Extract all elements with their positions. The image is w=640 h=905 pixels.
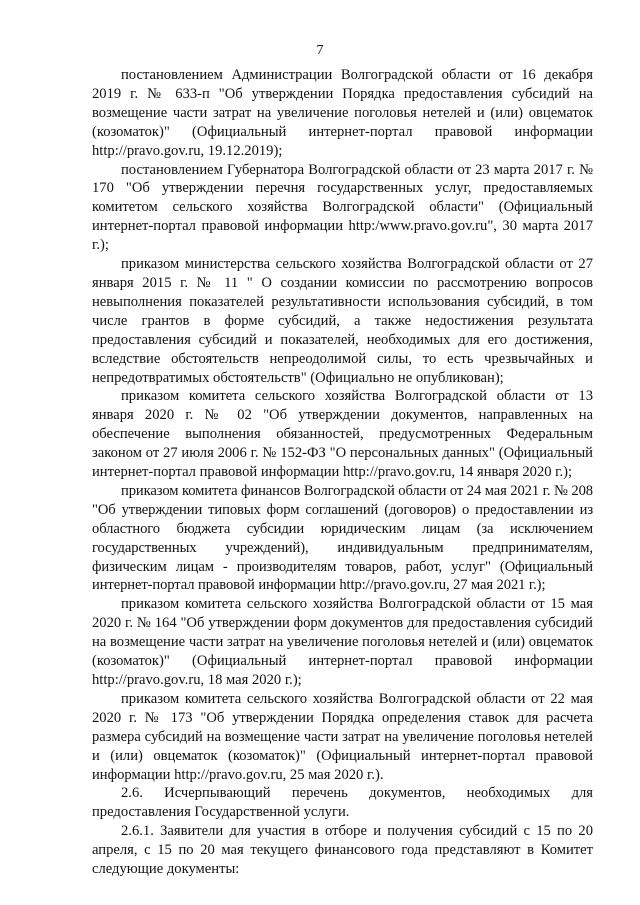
paragraph-section-2-6-1: 2.6.1. Заявители для участия в отборе и получения субсидий с 15 по 20 апреля, с 15 по 20 мая текущего финансового года представляют в Комитет следующие документы: — [92, 823, 593, 878]
paragraph-resolution-governor: постановлением Губернатора Волгоградской области от 23 марта 2017 г. № 170 "Об утверждении перечня государственных услуг, предоставляемых комитетом сельского хозяйства Волгоградской области" (Официальный интернет-портал правовой информации http:/www.pravo.gov.ru", 30 марта 2017 г.); — [92, 161, 593, 254]
paragraph-order-ministry-agriculture: приказом министерства сельского хозяйства Волгоградской области от 27 января 2015 г. № 11 " О создании комиссии по рассмотрению вопросов невыполнения показателей результативности использования субсидий, в том числе грантов в форме субсидий, а также недостижения результата предоставления субсидий и показателей, необходимых для его достижения, вследствие обстоятельств непреодолимой силы, то есть чрезвычайных и непредотвратимых обстоятельств" (Официально не опубликован); — [92, 256, 593, 386]
paragraph-order-committee-finance: приказом комитета финансов Волгоградской области от 24 мая 2021 г. № 208 "Об утверждении типовых форм соглашений (договоров) о предоставлении из областного бюджета субсидии юридическим лицам (за исключением государственных учреждений), индивидуальным предпринимателям, физическим лицам - производителям товаров, работ, услуг" (Официальный интернет-портал правовой информации http://pravo.gov.ru, 27 мая 2021 г.); — [92, 482, 593, 594]
paragraph-order-committee-rates: приказом комитета сельского хозяйства Волгоградской области от 22 мая 2020 г. № 173 "Об утверждении Порядка определения ставок для расчета размера субсидий на возмещение части затрат на увеличение поголовья нетелей и (или) овцематок (козоматок)" (Официальный интернет-портал правовой информации http://pravo.gov.ru, 25 мая 2020 г.). — [92, 690, 593, 783]
paragraph-order-committee-personal-data: приказом комитета сельского хозяйства Волгоградской области от 13 января 2020 г. № 02 "Об утверждении документов, направленных на обеспечение выполнения обязанностей, предусмотренных Федеральным законом от 27 июля 2006 г. № 152-ФЗ "О персональных данных" (Официальный интернет-портал правовой информации http://pravo.gov.ru, 14 января 2020 г.); — [92, 388, 593, 481]
document-body — [92, 66, 593, 879]
paragraph-order-committee-document-forms: приказом комитета сельского хозяйства Волгоградской области от 15 мая 2020 г. № 164 "Об утверждении форм документов для предоставления субсидий на возмещение части затрат на увеличение поголовья нетелей и (или) овцематок (козоматок)" (Официальный интернет-портал правовой информации http://pravo.gov.ru, 18 мая 2020 г.); — [92, 596, 593, 688]
paragraph-section-2-6: 2.6. Исчерпывающий перечень документов, необходимых для предоставления Государственной услуги. — [92, 785, 593, 821]
page-number: 7 — [316, 43, 324, 58]
paragraph-resolution-administration: постановлением Администрации Волгоградской области от 16 декабря 2019 г. № 633-п "Об утверждении Порядка предоставления субсидий на возмещение части затрат на увеличение поголовья нетелей и (или) овцематок (козоматок)" (Официальный интернет-портал правовой информации http://pravo.gov.ru, 19.12.2019); — [92, 67, 593, 159]
